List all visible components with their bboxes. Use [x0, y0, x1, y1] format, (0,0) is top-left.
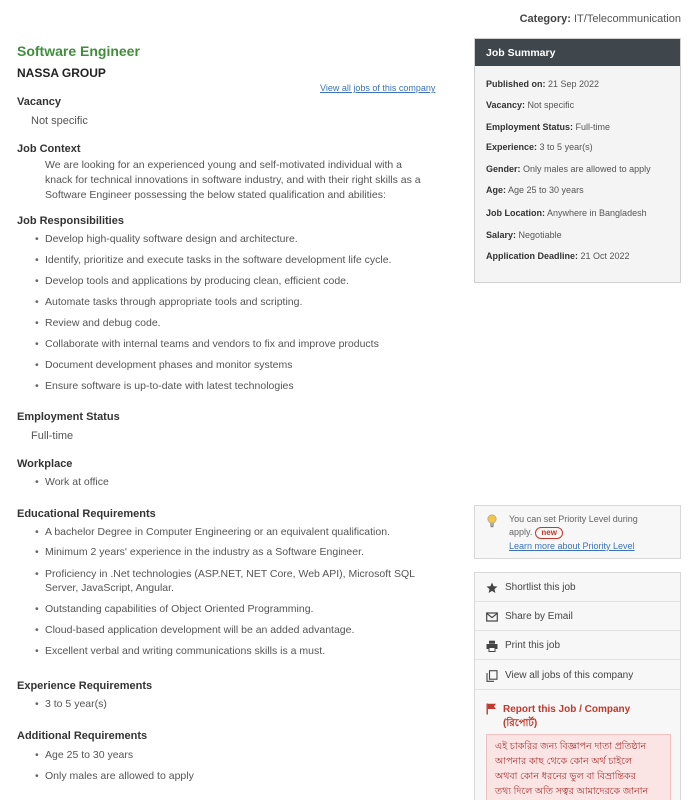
- responsibilities-list: [33, 233, 433, 401]
- education-list: [33, 526, 433, 666]
- company-name: NASSA GROUP: [17, 66, 106, 80]
- summary-value: Full-time: [575, 122, 611, 132]
- priority-learn-more-link[interactable]: Learn more about Priority Level: [509, 541, 635, 551]
- list-item: • 3 to 5 year(s): [33, 698, 433, 710]
- copy-icon: [486, 670, 498, 682]
- category-line: [520, 13, 681, 25]
- job-context-text: [45, 158, 425, 203]
- job-title: Software Engineer: [17, 43, 140, 59]
- job-summary-panel: [474, 38, 681, 283]
- shortlist-label: Shortlist this job: [505, 582, 576, 593]
- summary-row: [486, 142, 593, 152]
- job-context-line: knack for technical innovations in software industry, and with their right skills as a: [45, 174, 421, 186]
- summary-value: Age 25 to 30 years: [508, 185, 584, 195]
- summary-label: Age:: [486, 185, 506, 195]
- list-item: • Minimum 2 years' experience in the industry as a Software Engineer.: [33, 546, 433, 568]
- list-item: • Work at office: [33, 476, 433, 488]
- summary-value: Not specific: [527, 100, 575, 110]
- summary-row: [486, 185, 584, 195]
- list-item: • Ensure software is up-to-date with latest technologies: [33, 380, 433, 401]
- responsibilities-heading: Job Responsibilities: [17, 215, 124, 227]
- list-item: • Cloud-based application development will be an added advantage.: [33, 624, 433, 645]
- view-all-jobs-link[interactable]: View all jobs of this company: [320, 83, 436, 93]
- priority-text: [509, 513, 674, 539]
- printer-icon: [486, 640, 498, 652]
- list-item: • Collaborate with internal teams and vendors to fix and improve products: [33, 338, 433, 359]
- summary-row: [486, 122, 610, 132]
- summary-value: 21 Oct 2022: [580, 251, 630, 261]
- list-item: • Identify, prioritize and execute tasks in the software development life cycle.: [33, 254, 433, 275]
- list-item: • Document development phases and monitor systems: [33, 359, 433, 380]
- summary-label: Employment Status:: [486, 122, 574, 132]
- share-email-button[interactable]: [475, 602, 680, 631]
- summary-value: Only males are allowed to apply: [523, 164, 651, 174]
- shortlist-button[interactable]: [475, 573, 680, 602]
- category-value: IT/Telecommunication: [574, 13, 681, 25]
- priority-text-line: You can set Priority Level during: [509, 514, 638, 524]
- summary-label: Vacancy:: [486, 100, 526, 110]
- summary-row: [486, 164, 651, 174]
- list-item-continuation: Server, JavaScript, Angular.: [45, 582, 174, 594]
- print-job-label: Print this job: [505, 640, 561, 651]
- notice-line: এই চাকরির জন্য বিজ্ঞাপন দাতা প্রতিষ্ঠান: [495, 741, 647, 752]
- summary-label: Salary:: [486, 230, 517, 240]
- report-label-bangla: (রিপোর্ট): [503, 718, 538, 729]
- summary-label: Application Deadline:: [486, 251, 579, 261]
- report-notice: [486, 734, 671, 800]
- flag-icon: [486, 703, 497, 715]
- employment-status-heading: Employment Status: [17, 411, 120, 423]
- summary-value: Anywhere in Bangladesh: [547, 208, 647, 218]
- summary-row: [486, 100, 574, 110]
- job-context-line: We are looking for an experienced young and self-motivated individual with a: [45, 159, 403, 171]
- job-context-line: Software Engineer possessing the below stated qualification and abilities:: [45, 189, 386, 201]
- list-item: • Automate tasks through appropriate tools and scripting.: [33, 296, 433, 317]
- summary-row: [486, 208, 647, 218]
- summary-value: Negotiable: [518, 230, 562, 240]
- priority-text-line2: [509, 526, 674, 539]
- job-context-heading: Job Context: [17, 143, 81, 155]
- summary-label: Experience:: [486, 142, 538, 152]
- summary-row: [486, 79, 599, 89]
- summary-row: [486, 251, 630, 261]
- job-summary-heading: Job Summary: [475, 39, 680, 66]
- vacancy-value: Not specific: [31, 115, 88, 127]
- report-label-line: Report this Job / Company: [503, 704, 631, 715]
- summary-value: 3 to 5 year(s): [539, 142, 593, 152]
- additional-heading: Additional Requirements: [17, 730, 148, 742]
- job-actions-panel: [474, 572, 681, 800]
- list-item: • Age 25 to 30 years: [33, 749, 433, 770]
- print-job-button[interactable]: [475, 631, 680, 660]
- priority-text-apply: apply.: [509, 527, 533, 537]
- list-item: • Only males are allowed to apply: [33, 770, 433, 791]
- list-item: • Outstanding capabilities of Object Oriented Programming.: [33, 603, 433, 624]
- summary-row: [486, 230, 562, 240]
- envelope-icon: [486, 611, 498, 623]
- summary-label: Published on:: [486, 79, 546, 89]
- list-item: • Review and debug code.: [33, 317, 433, 338]
- view-all-jobs-button[interactable]: [475, 661, 680, 690]
- list-item: • A bachelor Degree in Computer Engineering or an equivalent qualification.: [33, 526, 433, 546]
- summary-label: Job Location:: [486, 208, 545, 218]
- notice-line: আপনার কাছ থেকে কোন অর্থ চাইলে: [495, 756, 633, 767]
- list-item: • Excellent verbal and writing communications skills is a must.: [33, 645, 433, 666]
- list-item: • Develop tools and applications by producing clean, efficient code.: [33, 275, 433, 296]
- notice-line: তথ্য দিলে অতি সত্বর আমাদেরকে জানান: [495, 786, 649, 797]
- workplace-list: [33, 476, 433, 488]
- list-item: • Proficiency in .Net technologies (ASP.NET, NET Core, Web API), Microsoft SQL: [33, 568, 433, 582]
- priority-level-box: [474, 505, 681, 559]
- additional-list: [33, 749, 433, 791]
- notice-line: অথবা কোন ধরনের ভুল বা বিভ্রান্তিকর: [495, 771, 636, 782]
- employment-status-value: Full-time: [31, 430, 74, 442]
- view-all-jobs-label: View all jobs of this company: [505, 670, 634, 681]
- report-label: [503, 703, 673, 731]
- category-label: Category:: [519, 13, 571, 25]
- summary-label: Gender:: [486, 164, 521, 174]
- workplace-heading: Workplace: [17, 458, 73, 470]
- list-item: • Develop high-quality software design and architecture.: [33, 233, 433, 254]
- summary-value: 21 Sep 2022: [548, 79, 600, 89]
- share-email-label: Share by Email: [505, 611, 573, 622]
- education-heading: Educational Requirements: [17, 508, 156, 520]
- experience-list: [33, 698, 433, 710]
- experience-heading: Experience Requirements: [17, 680, 153, 692]
- vacancy-heading: Vacancy: [17, 96, 62, 108]
- star-icon: [486, 582, 498, 594]
- new-badge: new: [535, 527, 563, 539]
- lightbulb-icon: [486, 514, 498, 528]
